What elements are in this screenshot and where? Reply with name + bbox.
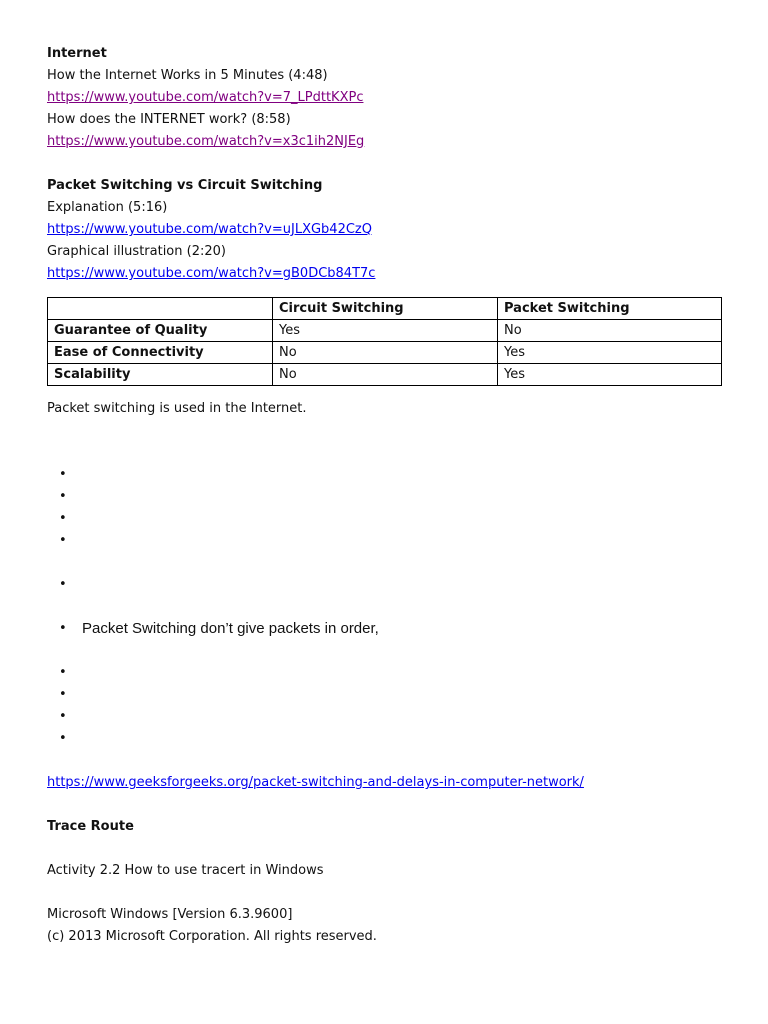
list-item	[47, 508, 722, 530]
bullet-icon: •	[59, 511, 67, 526]
geeksforgeeks-link[interactable]: https://www.geeksforgeeks.org/packet-switching-and-delays-in-computer-network/	[47, 775, 584, 790]
bullet-text-packet-order: Packet Switching don’t give packets in order,	[82, 620, 379, 637]
bullet-list-3	[47, 618, 722, 640]
bullet-icon: •	[59, 533, 67, 548]
table-row	[48, 342, 722, 364]
table-cell: No	[273, 342, 498, 364]
table-cell: No	[498, 320, 722, 342]
internet-video2-link[interactable]: https://www.youtube.com/watch?v=x3c1ih2NJEg	[47, 134, 365, 149]
bullet-list-1	[47, 464, 722, 552]
bullet-list-4	[47, 662, 722, 750]
table-row-label: Guarantee of Quality	[48, 320, 273, 342]
internet-heading: Internet	[47, 46, 107, 61]
list-item	[47, 574, 722, 596]
table-header-row	[48, 298, 722, 320]
copyright-line: (c) 2013 Microsoft Corporation. All rights reserved.	[47, 929, 377, 944]
list-item	[47, 728, 722, 750]
table-header-cell: Packet Switching	[498, 298, 722, 320]
document-page	[47, 43, 722, 948]
trace-route-heading: Trace Route	[47, 819, 134, 834]
switching-video2-title: Graphical illustration (2:20)	[47, 244, 226, 259]
internet-video1-link[interactable]: https://www.youtube.com/watch?v=7_LPdttKXPc	[47, 90, 364, 105]
internet-video1-title: How the Internet Works in 5 Minutes (4:48)	[47, 68, 328, 83]
switching-video1-title: Explanation (5:16)	[47, 200, 168, 215]
switching-heading: Packet Switching vs Circuit Switching	[47, 178, 323, 193]
list-item	[47, 486, 722, 508]
switching-video1-link[interactable]: https://www.youtube.com/watch?v=uJLXGb42CzQ	[47, 222, 372, 237]
internet-video2-title: How does the INTERNET work? (8:58)	[47, 112, 291, 127]
bullet-icon: •	[59, 577, 67, 592]
table-row	[48, 364, 722, 386]
table-row	[48, 320, 722, 342]
packet-switching-statement: Packet switching is used in the Internet.	[47, 401, 307, 416]
list-item	[47, 530, 722, 552]
bullet-icon: •	[59, 467, 67, 482]
table-row-label: Ease of Connectivity	[48, 342, 273, 364]
table-header-cell: Circuit Switching	[273, 298, 498, 320]
bullet-icon: •	[59, 687, 67, 702]
bullet-icon: •	[59, 621, 67, 636]
switching-video2-link[interactable]: https://www.youtube.com/watch?v=gB0DCb84T7c	[47, 266, 376, 281]
table-cell: Yes	[498, 364, 722, 386]
table-cell: Yes	[273, 320, 498, 342]
bullet-icon: •	[59, 731, 67, 746]
table-cell: Yes	[498, 342, 722, 364]
table-header-cell	[48, 298, 273, 320]
list-item	[47, 684, 722, 706]
activity-title: Activity 2.2 How to use tracert in Windows	[47, 863, 324, 878]
bullet-icon: •	[59, 665, 67, 680]
table-row-label: Scalability	[48, 364, 273, 386]
bullet-icon: •	[59, 709, 67, 724]
list-item	[47, 706, 722, 728]
list-item	[47, 618, 722, 640]
list-item	[47, 662, 722, 684]
windows-version-line: Microsoft Windows [Version 6.3.9600]	[47, 907, 293, 922]
bullet-list-2	[47, 574, 722, 596]
table-cell: No	[273, 364, 498, 386]
bullet-icon: •	[59, 489, 67, 504]
comparison-table	[47, 297, 722, 386]
list-item	[47, 464, 722, 486]
